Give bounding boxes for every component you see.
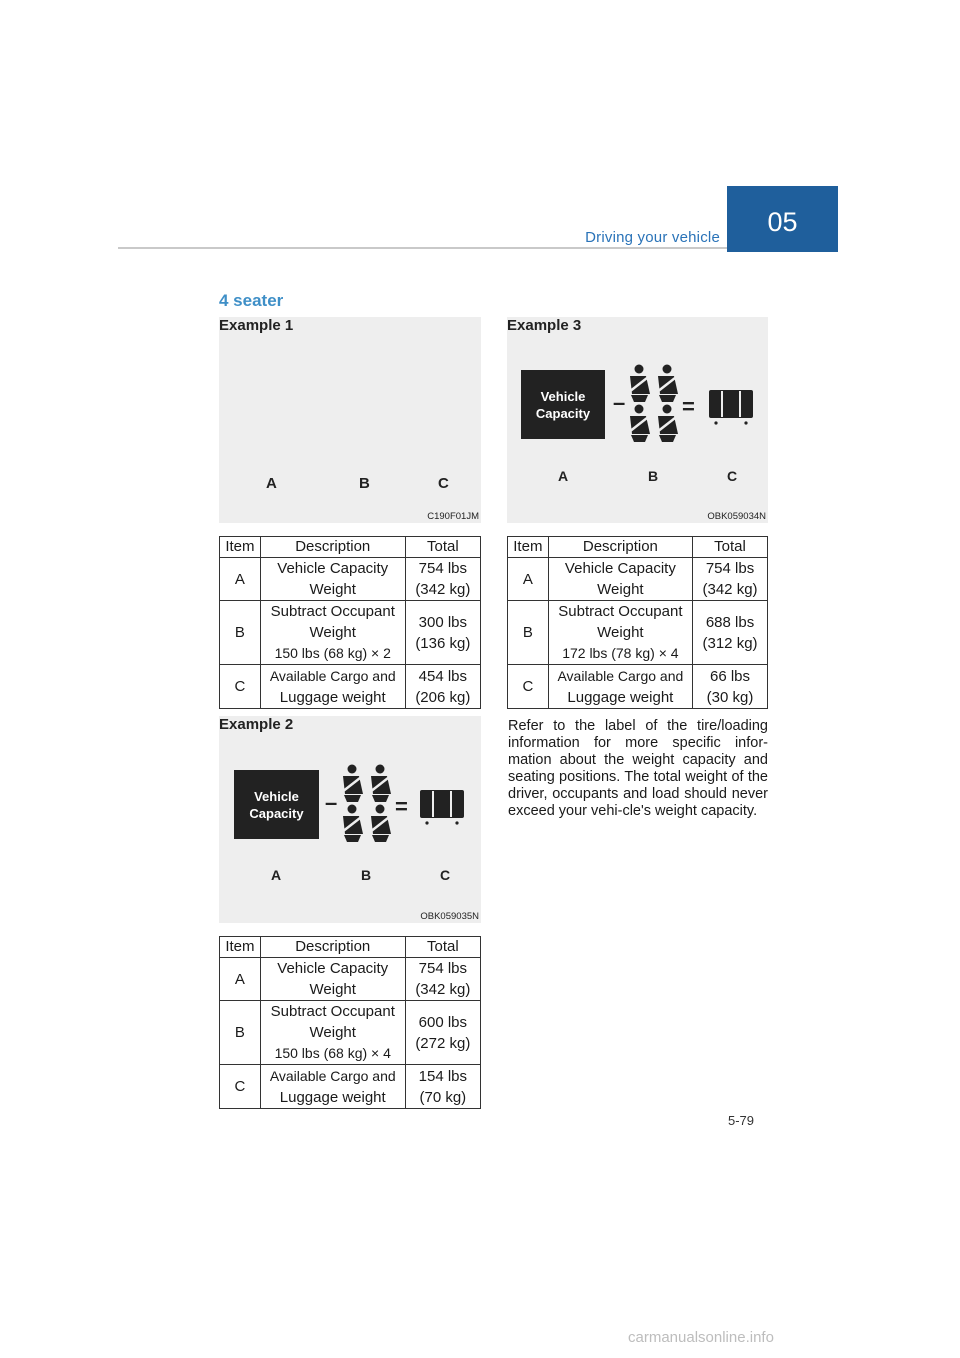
item-cell: A — [508, 558, 549, 601]
total-line: 454 lbs — [418, 667, 468, 685]
table-header-row — [220, 537, 481, 558]
example-2-label: Example 2 — [219, 716, 294, 733]
table-row — [220, 958, 481, 1001]
image-code: C190F01JM — [427, 511, 479, 522]
cargo-box-icon — [708, 388, 754, 426]
footer-watermark: carmanualsonline.info — [628, 1329, 774, 1346]
total-cell — [405, 1001, 480, 1065]
item-cell: B — [508, 601, 549, 665]
table-row — [220, 558, 481, 601]
item-cell: C — [220, 1065, 261, 1109]
example-2-illustration — [219, 716, 481, 923]
total-line: (312 kg) — [702, 634, 758, 652]
table-row — [508, 665, 768, 709]
total-line: (342 kg) — [415, 981, 471, 998]
desc-line: Luggage weight — [567, 688, 674, 706]
table-row — [220, 665, 481, 709]
seatbelt-icon — [626, 364, 682, 444]
total-line: (70 kg) — [419, 1088, 467, 1106]
desc-line: Weight — [597, 624, 644, 641]
image-code: OBK059035N — [420, 911, 479, 922]
desc-line: Subtract Occupant — [270, 603, 395, 620]
total-line: 754 lbs — [418, 560, 468, 577]
total-cell — [405, 558, 480, 601]
total-line: (206 kg) — [415, 688, 471, 706]
chapter-title: Driving your vehicle — [585, 229, 720, 246]
col-description: Description — [548, 537, 692, 558]
table-row — [220, 1065, 481, 1109]
total-line: 754 lbs — [418, 960, 468, 977]
col-description: Description — [260, 937, 405, 958]
body-paragraph: Refer to the label of the tire/loading information for more specific infor-mation about the weight capacity and seating positions. The total weight of the driver, occupants and load should never exceed your vehi-cle's weight capacity. — [508, 718, 768, 819]
description-cell — [260, 601, 405, 665]
example-2-table — [219, 936, 481, 1109]
item-cell: B — [220, 601, 261, 665]
col-total: Total — [405, 537, 480, 558]
equals-sign: = — [682, 394, 695, 419]
desc-line: Weight — [309, 1024, 356, 1041]
desc-line: Weight — [597, 581, 644, 598]
total-cell — [405, 958, 480, 1001]
description-cell — [548, 558, 692, 601]
item-cell: A — [220, 558, 261, 601]
cargo-box-icon — [419, 788, 465, 826]
table-header-row — [220, 937, 481, 958]
header-divider — [118, 247, 728, 249]
desc-line: Available Cargo and — [269, 1067, 396, 1084]
label-a: A — [266, 475, 277, 492]
total-line: 300 lbs — [418, 613, 468, 631]
item-cell: B — [220, 1001, 261, 1065]
total-line: 754 lbs — [705, 560, 755, 577]
description-cell — [260, 1065, 405, 1109]
label-a: A — [558, 468, 569, 484]
example-1-label: Example 1 — [219, 317, 294, 334]
desc-line: Luggage weight — [279, 688, 386, 706]
table-row — [508, 601, 768, 665]
desc-line: 172 lbs (78 kg) × 4 — [562, 645, 679, 661]
label-b: B — [359, 475, 370, 492]
description-cell — [548, 665, 692, 709]
total-cell — [405, 601, 480, 665]
col-description: Description — [260, 537, 405, 558]
section-title: 4 seater — [219, 291, 284, 310]
item-cell: A — [220, 958, 261, 1001]
vehicle-capacity-box: Vehicle Capacity — [234, 770, 319, 839]
example-1-table — [219, 536, 481, 709]
col-total: Total — [693, 537, 768, 558]
total-line: (342 kg) — [702, 581, 758, 598]
description-cell — [260, 558, 405, 601]
description-cell — [260, 1001, 405, 1065]
desc-line: 150 lbs (68 kg) × 2 — [274, 645, 391, 661]
description-cell — [548, 601, 692, 665]
label-c: C — [440, 867, 451, 883]
item-cell: C — [220, 665, 261, 709]
total-cell — [693, 558, 768, 601]
table-row — [220, 1001, 481, 1065]
col-item: Item — [508, 537, 549, 558]
example-3-label: Example 3 — [507, 317, 582, 334]
equals-sign: = — [395, 794, 408, 819]
col-total: Total — [405, 937, 480, 958]
total-line: 600 lbs — [418, 1013, 468, 1031]
total-cell — [405, 1065, 480, 1109]
total-cell — [693, 601, 768, 665]
total-cell — [405, 665, 480, 709]
total-line: (272 kg) — [415, 1034, 471, 1052]
label-c: C — [727, 468, 738, 484]
total-line: 154 lbs — [418, 1067, 468, 1085]
total-line: (342 kg) — [415, 581, 471, 598]
total-line: (30 kg) — [706, 688, 754, 706]
table-row — [220, 601, 481, 665]
total-line: (136 kg) — [415, 634, 471, 652]
example-3-table — [507, 536, 768, 709]
seatbelt-icon — [339, 764, 395, 844]
col-item: Item — [220, 937, 261, 958]
item-cell: C — [508, 665, 549, 709]
desc-line: Vehicle Capacity — [277, 960, 389, 977]
vehicle-capacity-box: Vehicle Capacity — [521, 370, 605, 439]
label-a: A — [271, 867, 282, 883]
desc-line: Vehicle Capacity — [277, 560, 389, 577]
total-cell — [693, 665, 768, 709]
desc-line: Subtract Occupant — [558, 603, 683, 620]
image-code: OBK059034N — [707, 511, 766, 522]
total-line: 66 lbs — [710, 667, 751, 685]
description-cell — [260, 665, 405, 709]
page-number: 5-79 — [728, 1113, 755, 1128]
example-3-illustration — [507, 317, 768, 523]
desc-line: Subtract Occupant — [270, 1003, 395, 1020]
table-header-row — [508, 537, 768, 558]
label-b: B — [648, 468, 659, 484]
desc-line: Available Cargo and — [557, 667, 684, 684]
col-item: Item — [220, 537, 261, 558]
desc-line: Weight — [309, 981, 356, 998]
desc-line: 150 lbs (68 kg) × 4 — [274, 1045, 391, 1061]
minus-sign: – — [613, 390, 626, 415]
desc-line: Vehicle Capacity — [564, 560, 676, 577]
total-line: 688 lbs — [705, 613, 755, 631]
chapter-number-badge: 05 — [727, 186, 838, 252]
desc-line: Weight — [309, 581, 356, 598]
label-b: B — [361, 867, 372, 883]
table-row — [508, 558, 768, 601]
example-1-illustration — [219, 317, 481, 523]
description-cell — [260, 958, 405, 1001]
desc-line: Available Cargo and — [269, 667, 396, 684]
label-c: C — [438, 475, 449, 492]
desc-line: Luggage weight — [279, 1088, 386, 1106]
desc-line: Weight — [309, 624, 356, 641]
minus-sign: – — [325, 790, 338, 815]
